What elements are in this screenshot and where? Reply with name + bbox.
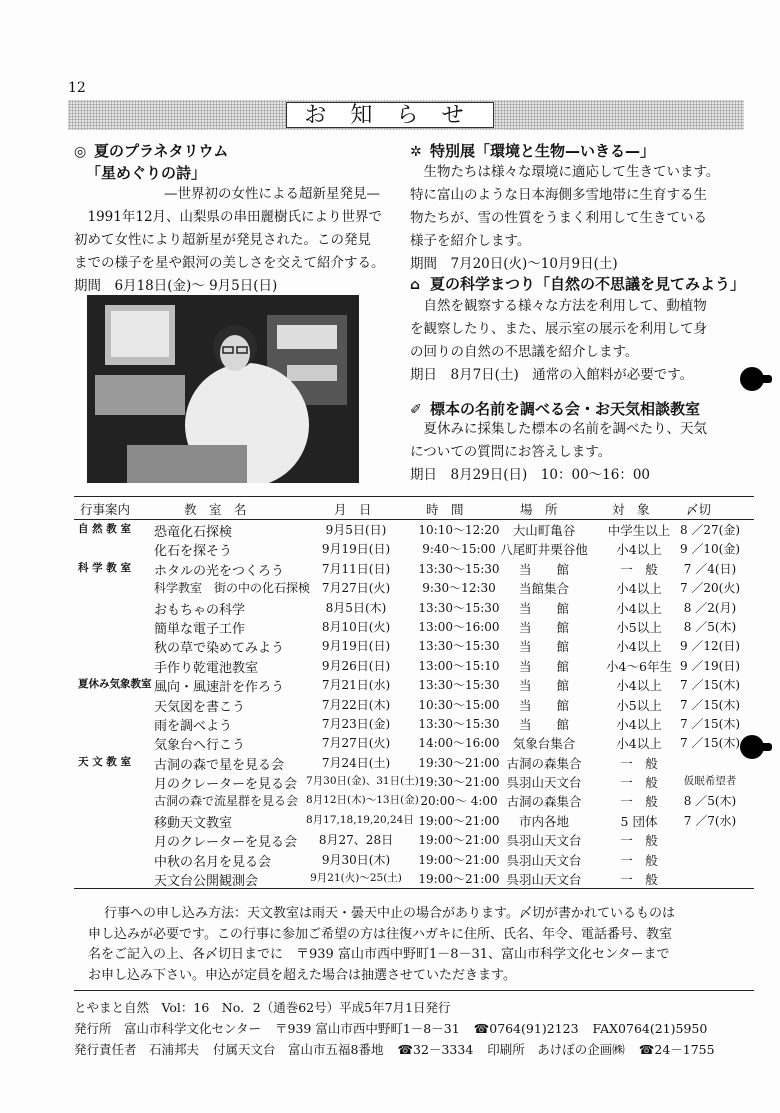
row-date: 7月27日(火) xyxy=(321,581,391,596)
plant-icon: ✲ xyxy=(410,144,422,160)
row-deadline: 8 ／5(木) xyxy=(683,794,737,809)
row-target: 小4以上 xyxy=(616,678,662,694)
row-place: 当 館 xyxy=(518,619,569,635)
festival-header: ⌂ 夏の科学まつり「自然の不思議を見てみよう」 xyxy=(410,275,746,293)
row-time: 13:00～16:00 xyxy=(418,619,500,634)
row-deadline: 7 ／15(木) xyxy=(679,697,741,712)
binding-hole-icon xyxy=(740,367,764,391)
row-place: 呉羽山天文台 xyxy=(506,775,582,791)
row-target: 一 般 xyxy=(620,872,658,888)
row-category: 天 文 教 室 xyxy=(78,755,131,768)
row-time: 19:00～21:00 xyxy=(418,852,500,867)
header-time: 時 間 xyxy=(426,502,464,517)
row-target: 一 般 xyxy=(620,794,658,810)
telescope-icon: ✐ xyxy=(410,402,422,418)
table-row xyxy=(74,520,754,539)
row-place: 当 館 xyxy=(518,658,569,674)
planetarium-tagline: —世界初の女性による超新星発見— xyxy=(164,186,380,202)
row-time: 14:00～16:00 xyxy=(418,736,500,751)
row-name: 天文台公開観測会 xyxy=(154,874,259,890)
row-date: 8月10日(火) xyxy=(321,619,391,634)
row-target: 小4～6年生 xyxy=(606,658,672,674)
row-place: 古洞の森集合 xyxy=(506,794,582,810)
row-target: 小4以上 xyxy=(616,736,662,752)
row-date: 8月5日(木) xyxy=(325,600,387,615)
row-target: 5 団体 xyxy=(620,813,658,829)
row-place: 当 館 xyxy=(518,600,569,616)
row-deadline: 7 ／7(水) xyxy=(683,813,737,828)
row-time: 10:10～12:20 xyxy=(418,523,500,537)
planetarium-icon: ◎ xyxy=(74,144,87,160)
row-target: 小4以上 xyxy=(616,581,662,597)
header-deadline: 〆切 xyxy=(686,502,712,517)
table-row xyxy=(74,811,754,830)
planetarium-header: ◎ 夏のプラネタリウム xyxy=(74,142,229,160)
row-target: 一 般 xyxy=(620,561,658,577)
row-name: おもちゃの科学 xyxy=(154,602,246,618)
table-row xyxy=(74,598,754,617)
row-deadline: 7 ／4(日) xyxy=(683,561,737,576)
row-place: 大山町亀谷 xyxy=(512,523,576,538)
table-row xyxy=(74,578,754,597)
row-deadline: 7 ／15(木) xyxy=(679,736,741,751)
row-place: 気象台集合 xyxy=(512,736,576,752)
exhibit-header: ✲ 特別展「環境と生物—いきる—」 xyxy=(410,142,656,160)
header-date: 月 日 xyxy=(334,502,372,517)
row-place: 当館集合 xyxy=(518,581,569,597)
page-number: 12 xyxy=(68,80,86,96)
table-row xyxy=(74,733,754,752)
row-time: 13:30～15:30 xyxy=(418,678,500,693)
row-name: 天気図を書こう xyxy=(154,699,246,715)
schedule-table xyxy=(74,496,754,889)
row-deadline: 仮眠希望者 xyxy=(683,775,737,788)
row-name: 気象台へ行こう xyxy=(154,738,246,754)
table-row xyxy=(74,869,754,888)
planetarium-subtitle: 「星めぐりの詩」 xyxy=(86,164,207,182)
row-time: 19:30～21:00 xyxy=(418,775,500,790)
row-place: 呉羽山天文台 xyxy=(506,852,582,868)
row-date: 9月19日(日) xyxy=(321,639,391,654)
table-row xyxy=(74,656,754,675)
row-target: 小5以上 xyxy=(616,619,662,635)
row-place: 八尾町井栗谷他 xyxy=(500,542,588,558)
row-date: 7月22日(木) xyxy=(321,697,391,712)
row-date: 7月30日(金)、31日(土) xyxy=(306,775,419,788)
row-deadline: 7 ／20(火) xyxy=(679,581,741,596)
footer-line-2: 発行所 富山市科学文化センター 〒939 富山市西中野町1－8－31 ☎0764(91)2123 FAX0764(21)5950 xyxy=(74,1021,708,1036)
row-date: 8月12日(木)～13日(金) xyxy=(306,794,419,807)
table-row xyxy=(74,791,754,810)
table-row xyxy=(74,753,754,772)
table-row xyxy=(74,772,754,791)
row-category: 夏休み気象教室 xyxy=(78,678,152,691)
row-target: 一 般 xyxy=(620,755,658,771)
row-date: 9月19日(日) xyxy=(321,542,391,557)
building-icon: ⌂ xyxy=(410,277,421,293)
table-row xyxy=(74,539,754,558)
header-category: 行事案内 xyxy=(80,502,131,517)
row-target: 小4以上 xyxy=(616,716,662,732)
table-row xyxy=(74,675,754,694)
row-deadline: 9 ／19(日) xyxy=(679,658,741,673)
row-date: 9月26日(日) xyxy=(321,658,391,673)
row-target: 一 般 xyxy=(620,833,658,849)
row-time: 19:00～21:00 xyxy=(418,813,500,828)
row-name: 化石を探そう xyxy=(154,544,233,560)
row-date: 7月11日(日) xyxy=(321,561,391,576)
row-time: 9:40～15:00 xyxy=(422,542,496,557)
row-target: 一 般 xyxy=(620,775,658,791)
row-name: 雨を調べよう xyxy=(154,718,233,734)
row-category: 科 学 教 室 xyxy=(78,561,131,574)
exhibit-text: 生物たちは様々な環境に適応して生きています。 特に富山のような日本海側多雪地帯に生育する生 物たちが、雪の性質をうまく利用して生きている 様子を紹介します。 期間 7月20日(火)～10月9日(土) xyxy=(410,164,720,272)
row-name: 手作り乾電池教室 xyxy=(154,660,259,676)
row-place: 古洞の森集合 xyxy=(506,755,582,771)
specimen-header: ✐ 標本の名前を調べる会・お天気相談教室 xyxy=(410,400,701,418)
header-target: 対 象 xyxy=(612,502,650,517)
row-target: 中学生以上 xyxy=(607,523,671,538)
row-name: 移動天文教室 xyxy=(154,815,233,831)
row-date: 7月21日(水) xyxy=(321,678,391,693)
row-target: 小4以上 xyxy=(616,542,662,558)
row-date: 9月21(火)～25(土) xyxy=(310,872,402,885)
table-row xyxy=(74,830,754,849)
row-category: 自 然 教 室 xyxy=(78,523,131,535)
specimen-text: 夏休みに採集した標本の名前を調べたり、天気 についての質問にお答えします。 期日 8月29日(日) 10：00～16：00 xyxy=(410,421,707,483)
table-row xyxy=(74,714,754,733)
row-place: 呉羽山天文台 xyxy=(506,833,582,849)
row-date: 8月27、28日 xyxy=(318,833,394,848)
row-name: 古洞の森で星を見る会 xyxy=(154,757,285,773)
row-time: 19:00～21:00 xyxy=(418,833,500,848)
festival-text: 自然を観察する様々な方法を利用して、動植物 を観察したり、また、展示室の展示を利用して身 の回りの自然の不思議を紹介します。 期日 8月7日(土) 通常の入館料が必要です。 xyxy=(410,298,707,383)
row-date: 9月30日(木) xyxy=(321,852,391,867)
row-name: 秋の草で染めてみよう xyxy=(154,641,285,657)
row-target: 小5以上 xyxy=(616,697,662,713)
row-date: 7月23日(金) xyxy=(321,716,391,731)
table-row xyxy=(74,850,754,869)
row-deadline: 9 ／10(金) xyxy=(679,542,741,557)
row-time: 10:30～15:00 xyxy=(418,697,500,712)
row-place: 当 館 xyxy=(518,561,569,577)
row-deadline: 8 ／27(金) xyxy=(679,523,741,537)
table-row xyxy=(74,559,754,578)
row-time: 13:00～15:10 xyxy=(418,658,500,673)
row-name: 風向・風速計を作ろう xyxy=(154,680,285,696)
row-date: 7月27日(火) xyxy=(321,736,391,751)
row-time: 19:30～21:00 xyxy=(418,755,500,770)
row-name: 中秋の名月を見る会 xyxy=(154,854,272,870)
row-deadline: 8 ／2(月) xyxy=(683,600,737,615)
table-row xyxy=(74,636,754,655)
row-name: ホタルの光をつくろう xyxy=(154,563,285,579)
row-place: 当 館 xyxy=(518,678,569,694)
table-row xyxy=(74,617,754,636)
row-date: 8月17,18,19,20,24日 xyxy=(306,813,414,826)
row-name: 月のクレーターを見る会 xyxy=(154,835,298,851)
row-deadline: 9 ／12(日) xyxy=(679,639,741,654)
row-date: 7月24日(土) xyxy=(321,755,391,770)
footer-line-3: 発行責任者 石浦邦夫 付属天文台 富山市五福8番地 ☎32－3334 印刷所 あけぼの企画㈱ ☎24－1755 xyxy=(74,1042,715,1057)
application-note: 行事への申し込み方法：天文教室は雨天・曇天中止の場合があります。〆切が書かれているものは 申し込みが必要です。この行事に参加ご希望の方は往復ハガキに住所、氏名、年令、電話番号、教室 名をご記入の上、各〆切日までに 〒939 富山市西中野町1－8－31、富山市科学文化センターまで お申し込み下さい。申込が定員を超えた場合は抽選させていただきます。 xyxy=(88,906,675,983)
footer-line-1: とやまと自然 Vol：16 No．2（通巻62号）平成5年7月1日発行 xyxy=(74,1000,451,1015)
planetarium-text: 1991年12月、山梨県の串田麗樹氏により世界で 初めて女性により超新星が発見された。この発見 までの様子を星や銀河の美しさを交えて紹介する。 期間 6月18日(金)～ 9月5日(日) xyxy=(74,209,385,294)
row-date: 9月5日(日) xyxy=(325,523,387,537)
row-place: 当 館 xyxy=(518,697,569,713)
row-target: 小4以上 xyxy=(616,600,662,616)
planetarium-photo xyxy=(87,295,359,483)
header-name: 教 室 名 xyxy=(184,502,247,517)
row-deadline: 7 ／15(木) xyxy=(679,678,741,693)
row-time: 13:30～15:30 xyxy=(418,600,500,615)
row-place: 当 館 xyxy=(518,716,569,732)
row-time: 13:30～15:30 xyxy=(418,561,500,576)
header-place: 場 所 xyxy=(520,502,558,517)
row-place: 呉羽山天文台 xyxy=(506,872,582,888)
schedule-header-row xyxy=(74,497,754,520)
row-time: 20:00～ 4:00 xyxy=(420,794,498,809)
row-name: 恐竜化石探検 xyxy=(154,525,233,540)
row-place: 市内各地 xyxy=(518,813,569,829)
table-row xyxy=(74,695,754,714)
row-time: 13:30～15:30 xyxy=(418,639,500,654)
row-time: 13:30～15:30 xyxy=(418,716,500,731)
publication-footer xyxy=(74,990,754,1060)
row-name: 簡単な電子工作 xyxy=(154,621,246,637)
row-name: 科学教室 街の中の化石探検 xyxy=(154,581,311,596)
row-target: 一 般 xyxy=(620,852,658,868)
page-title: お知らせ xyxy=(286,102,494,128)
row-time: 9:30～12:30 xyxy=(422,581,496,596)
row-name: 月のクレーターを見る会 xyxy=(154,777,298,793)
row-name: 古洞の森で流星群を見る会 xyxy=(154,794,299,809)
row-time: 19:00～21:00 xyxy=(418,872,500,887)
row-deadline: 8 ／5(木) xyxy=(683,619,737,634)
row-place: 当 館 xyxy=(518,639,569,655)
row-target: 小4以上 xyxy=(616,639,662,655)
row-deadline: 7 ／15(木) xyxy=(679,716,741,731)
